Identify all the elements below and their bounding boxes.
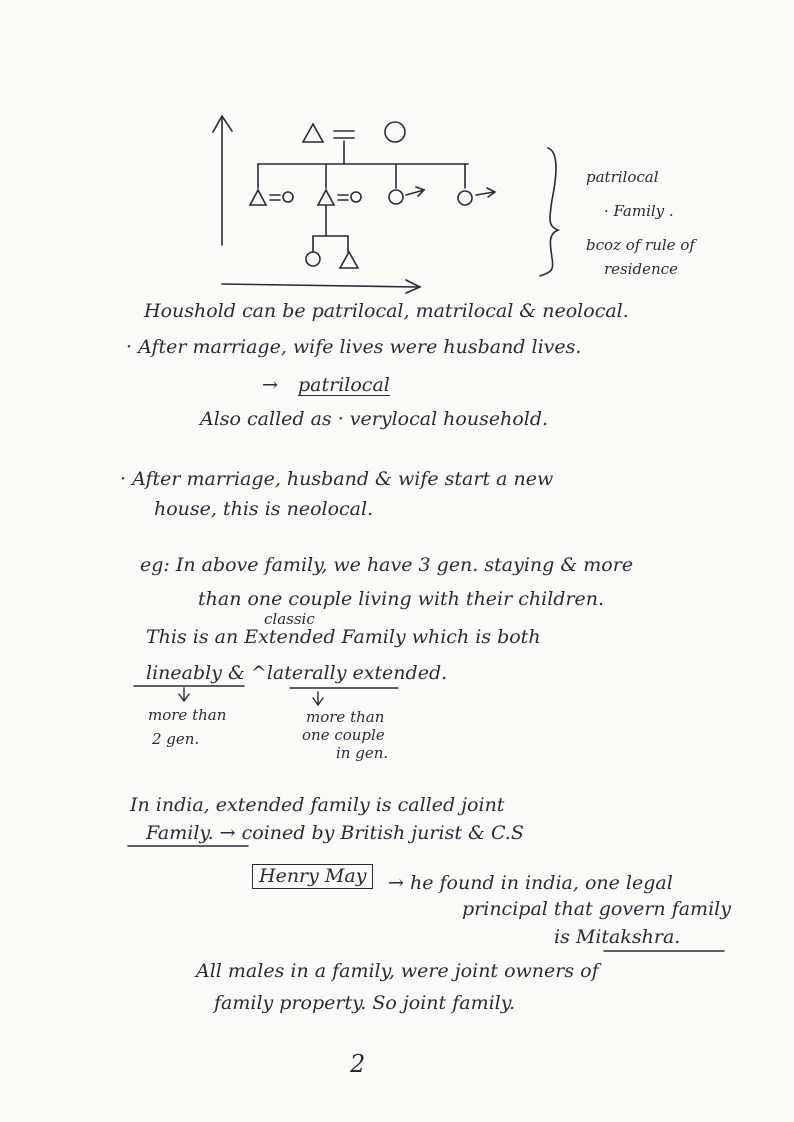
annotation-lineal: 2 gen. xyxy=(152,730,200,748)
note-line: than one couple living with their children. xyxy=(198,588,605,610)
note-line: → he found in india, one legal xyxy=(388,872,673,894)
note-line: Houshold can be patrilocal, matrilocal & neolocal. xyxy=(144,300,629,322)
side-note-line-2: · Family . xyxy=(604,202,674,220)
annotation-lineal: more than xyxy=(148,706,227,724)
note-line: principal that govern family xyxy=(462,898,731,920)
boxed-name: Henry May xyxy=(252,864,373,889)
note-line: house, this is neolocal. xyxy=(154,498,374,520)
note-line: Family. → coined by British jurist & C.S xyxy=(146,822,524,844)
note-line: eg: In above family, we have 3 gen. staying & more xyxy=(140,554,634,576)
note-line: · After marriage, husband & wife start a new xyxy=(120,468,554,490)
note-line: Also called as · verylocal household. xyxy=(200,408,549,430)
side-note-line-3: bcoz of rule of xyxy=(586,236,695,254)
note-line: family property. So joint family. xyxy=(214,992,515,1014)
note-line-underlined: patrilocal xyxy=(298,374,390,396)
note-line: is Mitakshra. xyxy=(554,926,681,948)
page-number: 2 xyxy=(350,1050,366,1078)
side-note-line-1: patrilocal xyxy=(586,168,659,186)
annotation-lateral: one couple xyxy=(302,726,385,744)
annotation-lateral: in gen. xyxy=(336,744,389,762)
inserted-word: classic xyxy=(264,610,315,628)
note-line: lineably & ^laterally extended. xyxy=(146,662,448,684)
arrow-glyph: → xyxy=(262,374,278,396)
note-line: All males in a family, were joint owners of xyxy=(196,960,599,982)
side-note-line-4: residence xyxy=(604,260,678,278)
note-line: In india, extended family is called joint xyxy=(130,794,505,816)
note-line: · After marriage, wife lives were husband lives. xyxy=(126,336,582,358)
note-line: This is an Extended Family which is both xyxy=(146,626,541,648)
annotation-lateral: more than xyxy=(306,708,385,726)
